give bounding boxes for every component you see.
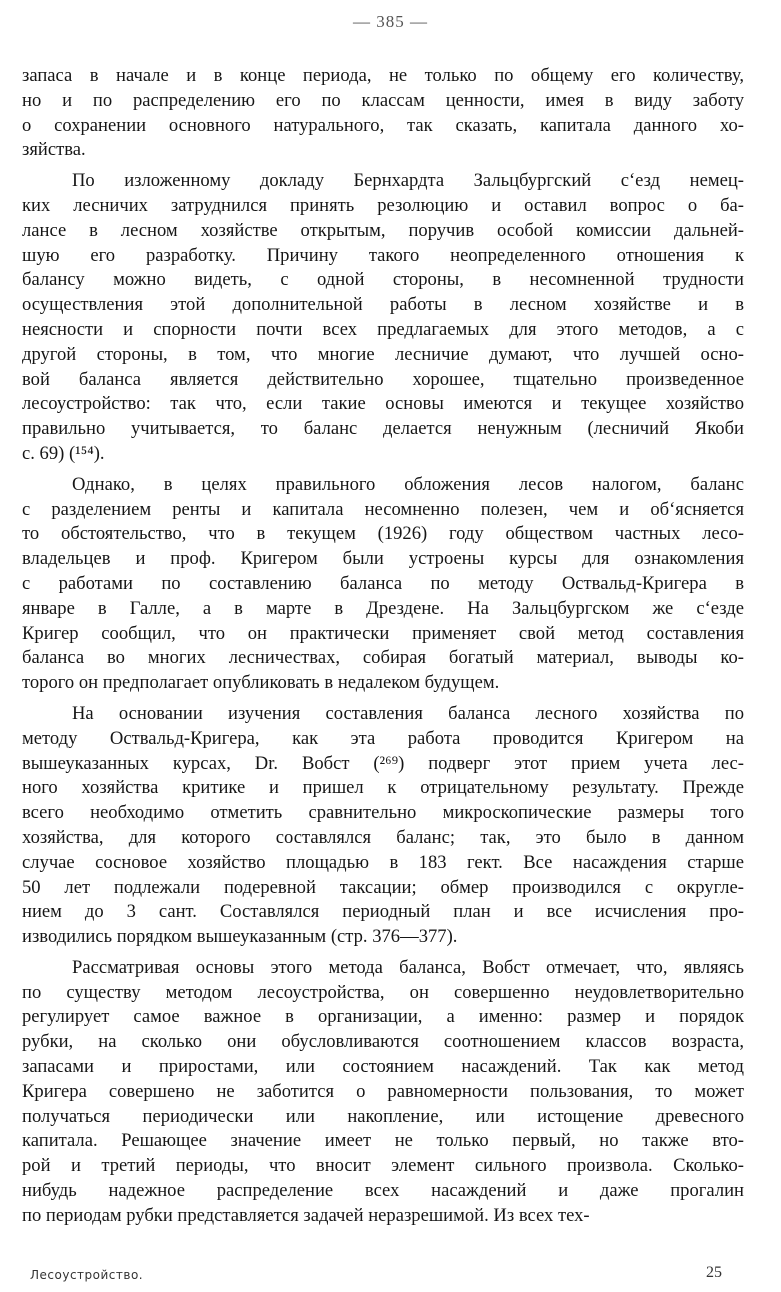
text-line: торого он предполагает опубликовать в недалеком будущем. xyxy=(22,672,500,694)
text-line: ких лесничих затруднился принять резолюцию и оставил вопрос о ба- xyxy=(22,194,744,216)
text-line: рубки, на сколько они обусловливаются соотношением классов возраста, xyxy=(22,1031,744,1053)
paragraph xyxy=(22,169,744,467)
text-line: По изложенному докладу Бернхардта Зальцбургский с‘езд немец- xyxy=(72,170,744,192)
text-line: правильно учитывается, то баланс делается ненужным (лесничий Якоби xyxy=(22,418,744,440)
text-line: но и по распределению его по классам ценности, имея в виду заботу xyxy=(22,89,744,111)
text-line: Однако, в целях правильного обложения лесов налогом, баланс xyxy=(72,473,744,495)
paragraph xyxy=(22,956,744,1229)
text-line: рой и третий периоды, что вносит элемент сильного произвола. Сколько- xyxy=(22,1155,744,1177)
text-line: январе в Галле, а в марте в Дрездене. На Зальцбургском же с‘езде xyxy=(22,597,744,619)
text-line: Кригер сообщил, что он практически применяет свой метод составления xyxy=(22,622,744,644)
text-line: другой стороны, в том, что многие лесничие думают, что лучшей осно- xyxy=(22,343,744,365)
text-line: случае сосновое хозяйство площадью в 183 гект. Все насаждения старше xyxy=(22,851,744,873)
text-line: Рассматривая основы этого метода баланса, Вобст отмечает, что, являясь xyxy=(72,956,744,978)
paragraph xyxy=(22,702,744,950)
text-line: хозяйства, для которого составлялся баланс; так, это было в данном xyxy=(22,826,744,848)
text-line: зяйства. xyxy=(22,139,86,161)
text-line: балансу можно видеть, с одной стороны, в несомненной трудности xyxy=(22,269,744,291)
text-line: вой баланса является действительно хорошее, тщательно произведенное xyxy=(22,368,744,390)
text-line: владельцев и проф. Кригером были устроены курсы для ознакомления xyxy=(22,548,744,570)
text-line: нибудь надежное распределение всех насаждений и даже прогалин xyxy=(22,1180,744,1202)
text-line: нием до 3 сант. Составлялся периодный план и все исчисления про- xyxy=(22,901,744,923)
text-line: шую его разработку. Причину такого неопределенного отношения к xyxy=(22,244,744,266)
text-line: запасами и приростами, или состоянием насаждений. Так как метод xyxy=(22,1056,744,1078)
footer-book-title: Лесоустройство. xyxy=(30,1268,144,1282)
paragraph xyxy=(22,473,744,696)
text-line: по существу методом лесоустройства, он совершенно неудовлетворительно xyxy=(22,981,744,1003)
footer-signature-number: 25 xyxy=(706,1264,722,1281)
text-line: с. 69) (¹⁵⁴). xyxy=(22,442,105,464)
text-line: осуществления этой дополнительной работы в лесном хозяйстве и в xyxy=(22,294,744,316)
document-body xyxy=(22,64,744,1229)
text-line: 50 лет подлежали подеревной таксации; обмер производился с округле- xyxy=(22,876,744,898)
text-line: по периодам рубки представляется задачей неразрешимой. Из всех тех- xyxy=(22,1204,590,1226)
paragraph xyxy=(22,64,744,163)
text-line: лансе в лесном хозяйстве открытым, поручив особой комиссии дальней- xyxy=(22,219,744,241)
text-line: капитала. Решающее значение имеет не только первый, но также вто- xyxy=(22,1130,744,1152)
text-line: изводились порядком вышеуказанным (стр. 376—377). xyxy=(22,926,458,948)
text-line: регулирует самое важное в организации, а именно: размер и порядок xyxy=(22,1006,744,1028)
text-line: всего необходимо отметить сравнительно микроскопические размеры того xyxy=(22,802,744,824)
text-line: о сохранении основного натурального, так сказать, капитала данного хо- xyxy=(22,114,744,136)
page-number: — 385 — xyxy=(353,12,428,31)
text-line: лесоустройство: так что, если такие основы имеются и текущее хозяйство xyxy=(22,393,744,415)
text-line: с разделением ренты и капитала несомненно полезен, чем и об‘ясняется xyxy=(22,498,744,520)
text-line: ного хозяйства критике и пришел к отрицательному результату. Прежде xyxy=(22,777,744,799)
text-line: неясности и спорности почти всех предлагаемых для этого методов, а с xyxy=(22,318,744,340)
text-line: получаться периодически или накопление, или истощение древесного xyxy=(22,1105,744,1127)
text-line: с работами по составлению баланса по методу Оствальд-Кригера в xyxy=(22,572,744,594)
text-line: Кригера совершено не заботится о равномерности пользования, то может xyxy=(22,1080,744,1102)
text-line: то обстоятельство, что в текущем (1926) году обществом частных лесо- xyxy=(22,523,744,545)
text-line: вышеуказанных курсах, Dr. Вобст (²⁶⁹) подверг этот прием учета лес- xyxy=(22,752,744,774)
text-line: методу Оствальд-Кригера, как эта работа проводится Кригером на xyxy=(22,727,744,749)
text-line: запаса в начале и в конце периода, не только по общему его количеству, xyxy=(22,65,744,86)
text-line: баланса во многих лесничествах, собирая богатый материал, выводы ко- xyxy=(22,647,744,669)
text-line: На основании изучения составления баланса лесного хозяйства по xyxy=(72,702,744,724)
